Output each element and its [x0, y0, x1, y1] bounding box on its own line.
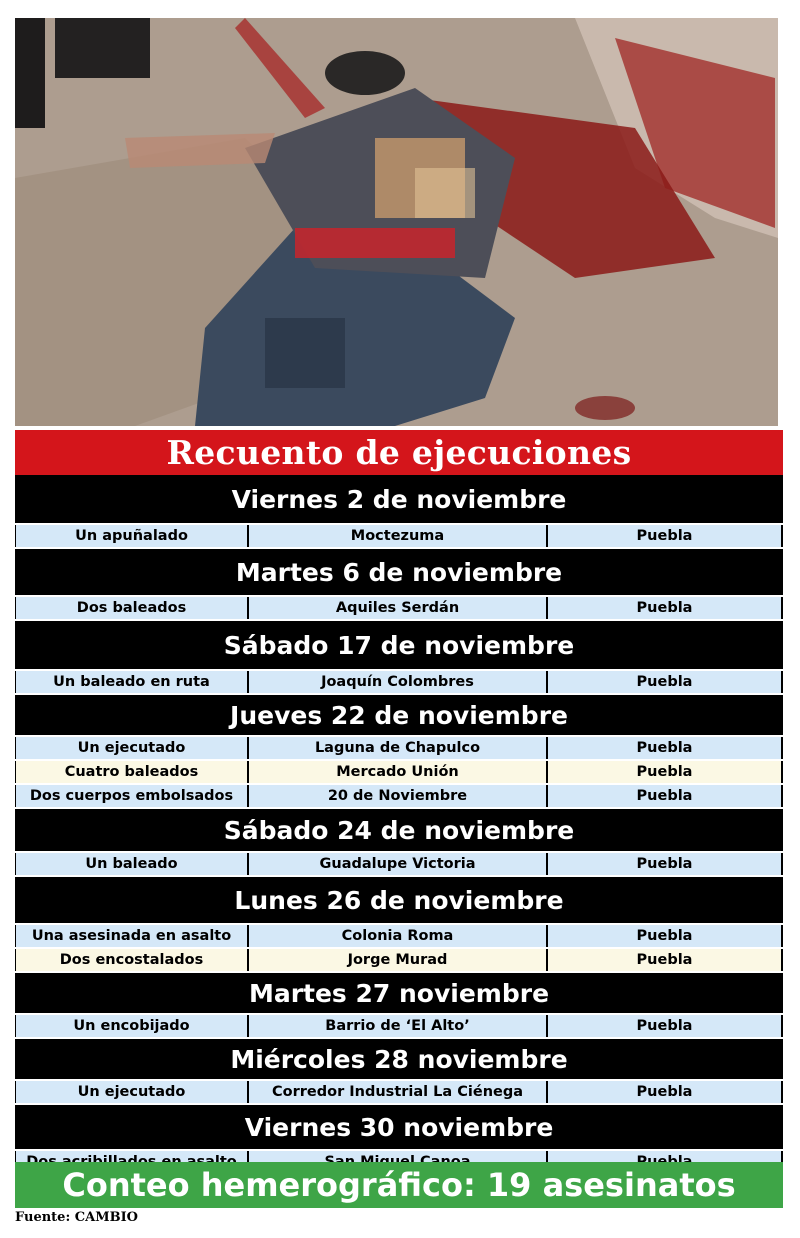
location-cell: Joaquín Colombres [249, 671, 548, 693]
table-row [15, 671, 783, 695]
location-cell: Barrio de ‘El Alto’ [249, 1015, 548, 1037]
table-title: Recuento de ejecuciones [15, 430, 783, 475]
total-count-banner: Conteo hemerográfico: 19 asesinatos [15, 1162, 783, 1208]
city-cell: Puebla [548, 785, 783, 807]
incident-cell: Un apuñalado [15, 525, 249, 547]
location-cell: Corredor Industrial La Ciénega [249, 1081, 548, 1103]
city-cell: Puebla [548, 1015, 783, 1037]
incident-cell: Un ejecutado [15, 737, 249, 759]
incident-cell: Cuatro baleados [15, 761, 249, 783]
table-row [15, 853, 783, 877]
executions-table [15, 430, 783, 1175]
source-credit: Fuente: CAMBIO [15, 1210, 138, 1225]
incident-cell: Una asesinada en asalto [15, 925, 249, 947]
day-header: Viernes 2 de noviembre [15, 475, 783, 525]
incident-cell: Dos encostalados [15, 949, 249, 971]
day-header: Jueves 22 de noviembre [15, 695, 783, 737]
location-cell: Colonia Roma [249, 925, 548, 947]
day-header: Lunes 26 de noviembre [15, 877, 783, 925]
location-cell: Guadalupe Victoria [249, 853, 548, 875]
pixelated-crime-scene-photo [15, 18, 778, 426]
city-cell: Puebla [548, 671, 783, 693]
city-cell: Puebla [548, 925, 783, 947]
table-row [15, 525, 783, 549]
day-header: Martes 6 de noviembre [15, 549, 783, 597]
incident-cell: Un baleado en ruta [15, 671, 249, 693]
day-header: Sábado 17 de noviembre [15, 621, 783, 671]
table-row [15, 949, 783, 973]
incident-cell: Dos cuerpos embolsados [15, 785, 249, 807]
table-row [15, 925, 783, 949]
location-cell: Jorge Murad [249, 949, 548, 971]
location-cell: Mercado Unión [249, 761, 548, 783]
city-cell: Puebla [548, 853, 783, 875]
incident-cell: Dos baleados [15, 597, 249, 619]
location-cell: Aquiles Serdán [249, 597, 548, 619]
location-cell: Moctezuma [249, 525, 548, 547]
table-row [15, 761, 783, 785]
city-cell: Puebla [548, 1081, 783, 1103]
city-cell: Puebla [548, 761, 783, 783]
table-row [15, 737, 783, 761]
day-header: Martes 27 noviembre [15, 973, 783, 1015]
day-header: Viernes 30 noviembre [15, 1105, 783, 1151]
day-header: Sábado 24 de noviembre [15, 809, 783, 853]
city-cell: Puebla [548, 597, 783, 619]
city-cell: Puebla [548, 949, 783, 971]
incident-cell: Un baleado [15, 853, 249, 875]
table-row [15, 597, 783, 621]
city-cell: Puebla [548, 737, 783, 759]
incident-cell: Un ejecutado [15, 1081, 249, 1103]
incident-cell: Un encobijado [15, 1015, 249, 1037]
table-row [15, 1015, 783, 1039]
day-header: Miércoles 28 noviembre [15, 1039, 783, 1081]
location-cell: 20 de Noviembre [249, 785, 548, 807]
location-cell: Laguna de Chapulco [249, 737, 548, 759]
city-cell: Puebla [548, 525, 783, 547]
table-row [15, 1081, 783, 1105]
table-row [15, 785, 783, 809]
